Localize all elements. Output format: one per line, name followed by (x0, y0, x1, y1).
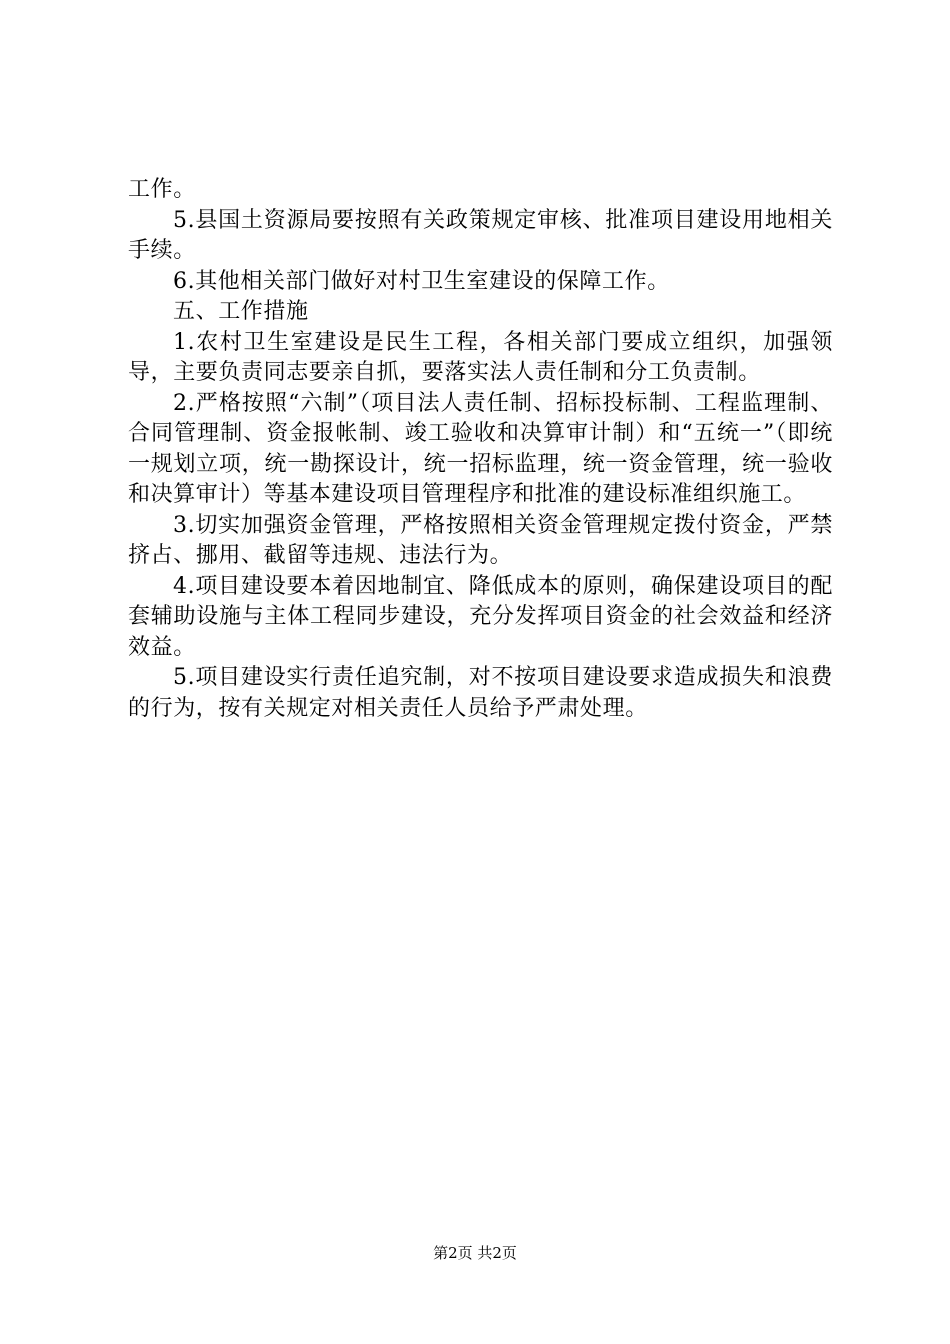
paragraph-measure-4: 4.项目建设要本着因地制宜、降低成本的原则，确保建设项目的配套辅助设施与主体工程同步建设，充分发挥项目资金的社会效益和经济效益。 (128, 573, 833, 660)
paragraph-continuation: 工作。 (128, 177, 196, 202)
paragraph-measure-3: 3.切实加强资金管理，严格按照相关资金管理规定拨付资金，严禁挤占、挪用、截留等违规、违法行为。 (128, 512, 833, 568)
paragraph-measure-2: 2.严格按照“六制”（项目法人责任制、招标投标制、工程监理制、合同管理制、资金报帐制、竣工验收和决算审计制）和“五统一”（即统一规划立项，统一勘探设计，统一招标监理，统一资金管理，统一验收和决算审计）等基本建设项目管理程序和批准的建设标准组织施工。 (128, 390, 833, 507)
paragraph-item-6-other: 6.其他相关部门做好对村卫生室建设的保障工作。 (173, 268, 670, 294)
document-body (128, 175, 833, 724)
page-number: 第2页 共2页 (433, 1244, 517, 1262)
paragraph-item-5-land: 5.县国土资源局要按照有关政策规定审核、批准项目建设用地相关手续。 (128, 207, 833, 263)
page-footer (0, 1243, 950, 1263)
paragraph-measure-1: 1.农村卫生室建设是民生工程，各相关部门要成立组织，加强领导，主要负责同志要亲自抓，要落实法人责任制和分工负责制。 (128, 329, 833, 385)
section-heading-measures: 五、工作措施 (173, 299, 309, 324)
paragraph-measure-5: 5.项目建设实行责任追究制，对不按项目建设要求造成损失和浪费的行为，按有关规定对相关责任人员给予严肃处理。 (128, 665, 833, 721)
